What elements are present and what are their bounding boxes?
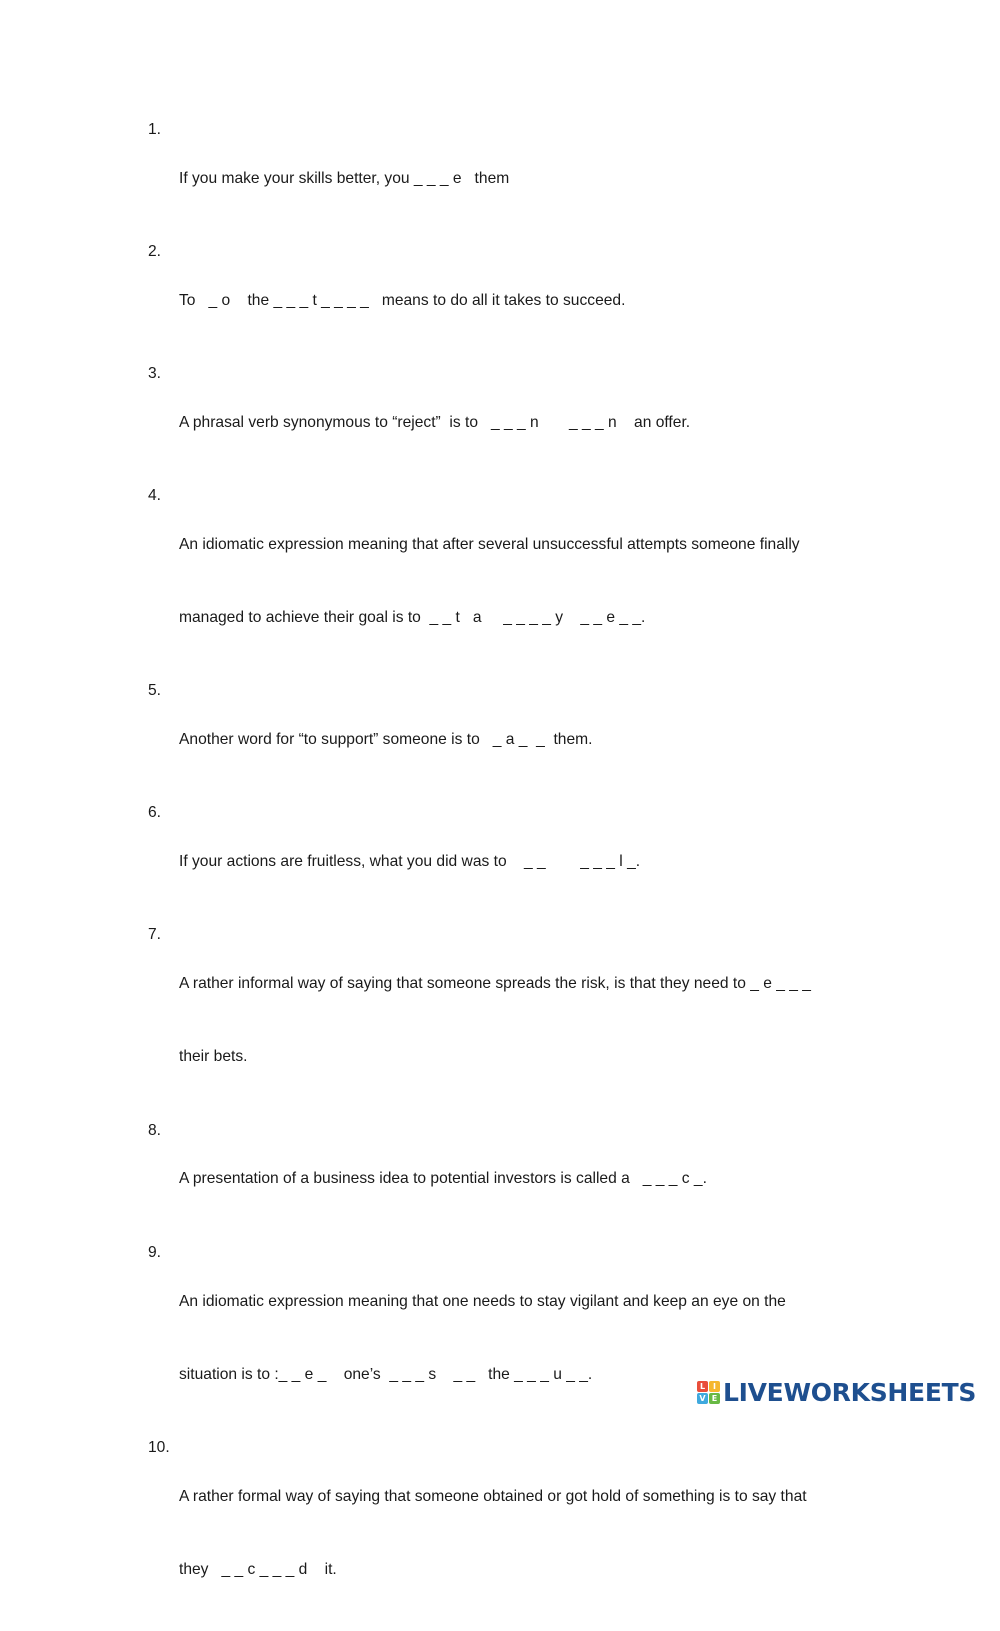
question-line: their bets. bbox=[179, 1048, 248, 1066]
question-text bbox=[179, 679, 878, 801]
question-item bbox=[148, 1119, 878, 1241]
question-number: 10. bbox=[148, 1438, 170, 1456]
question-line: they _ _ c _ _ _ d it. bbox=[179, 1560, 337, 1578]
question-number: 9. bbox=[148, 1243, 162, 1261]
logo-square-i: I bbox=[709, 1381, 720, 1392]
question-text bbox=[179, 484, 878, 679]
question-line: Another word for “to support” someone is to _ a _ _ them. bbox=[179, 731, 593, 749]
question-text bbox=[179, 923, 878, 1118]
question-item bbox=[148, 240, 878, 362]
question-text bbox=[179, 118, 878, 240]
question-item bbox=[148, 801, 878, 923]
question-text bbox=[179, 1119, 878, 1241]
question-line: A phrasal verb synonymous to “reject” is to _ _ _ n _ _ _ n an offer. bbox=[179, 413, 691, 431]
question-number: 1. bbox=[148, 121, 162, 138]
question-text bbox=[179, 801, 878, 923]
question-number: 3. bbox=[148, 365, 162, 383]
question-item bbox=[148, 118, 878, 240]
question-line: A presentation of a business idea to potential investors is called a _ _ _ c _. bbox=[179, 1170, 707, 1188]
logo-square-l: L bbox=[697, 1381, 708, 1392]
question-text bbox=[179, 240, 878, 362]
question-number: 4. bbox=[148, 487, 162, 505]
question-line: If you make your skills better, you _ _ _ e them bbox=[179, 169, 510, 187]
question-text bbox=[179, 1436, 878, 1631]
question-text bbox=[179, 362, 878, 484]
question-item bbox=[148, 1436, 878, 1631]
question-line: An idiomatic expression meaning that after several unsuccessful attempts someone finally bbox=[179, 535, 800, 553]
question-line: situation is to :_ _ e _ one’s _ _ _ s _ _ the _ _ _ u _ _. bbox=[179, 1365, 593, 1383]
question-line: managed to achieve their goal is to _ _ t a _ _ _ _ y _ _ e _ _. bbox=[179, 609, 646, 627]
question-item bbox=[148, 362, 878, 484]
question-number: 6. bbox=[148, 804, 162, 822]
question-item bbox=[148, 484, 878, 679]
question-line: An idiomatic expression meaning that one needs to stay vigilant and keep an eye on the bbox=[179, 1292, 786, 1310]
question-number: 5. bbox=[148, 682, 162, 700]
question-line: A rather formal way of saying that someone obtained or got hold of something is to say that bbox=[179, 1487, 807, 1505]
question-number: 7. bbox=[148, 926, 162, 944]
question-line: A rather informal way of saying that someone spreads the risk, is that they need to _ e _ _ _ bbox=[179, 975, 811, 993]
logo-square-v: V bbox=[697, 1393, 708, 1404]
question-number: 2. bbox=[148, 243, 162, 261]
logo-wordmark: LIVEWORKSHEETS bbox=[723, 1378, 977, 1407]
liveworksheets-logo-icon bbox=[697, 1380, 721, 1406]
liveworksheets-logo[interactable] bbox=[697, 1378, 976, 1408]
question-line: If your actions are fruitless, what you did was to _ _ _ _ _ l _. bbox=[179, 853, 641, 871]
question-line: To _ o the _ _ _ t _ _ _ _ means to do all it takes to succeed. bbox=[179, 291, 626, 309]
logo-square-e: E bbox=[709, 1393, 720, 1404]
question-number: 8. bbox=[148, 1121, 162, 1139]
question-item bbox=[148, 679, 878, 801]
question-item bbox=[148, 923, 878, 1118]
